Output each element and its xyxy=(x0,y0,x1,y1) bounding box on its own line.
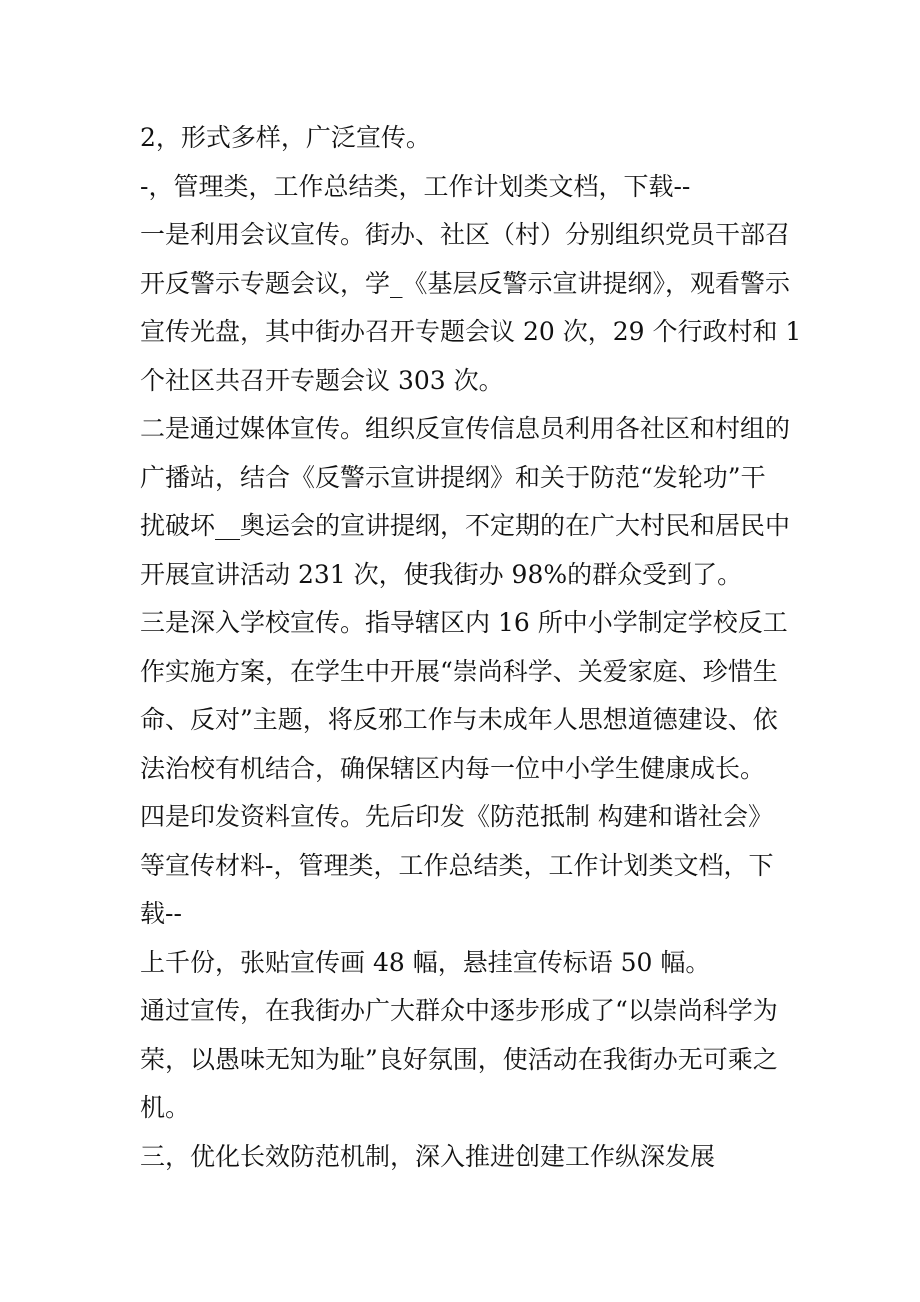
text-line: 二是通过媒体宣传。组织反宣传信息员利用各社区和村组的 xyxy=(140,414,791,443)
text-line: 宣传光盘，其中街办召开专题会议 20 次，29 个行政村和 1 xyxy=(140,317,802,346)
text-line: -，管理类，工作总结类，工作计划类文档，下载-- xyxy=(140,171,691,201)
text-line: 一是利用会议宣传。街办、社区（村）分别组织党员干部召 xyxy=(140,220,791,249)
text-line: 四是印发资料宣传。先后印发《防范抵制 构建和谐社会》 xyxy=(140,802,773,831)
text-line: 个社区共召开专题会议 303 次。 xyxy=(140,365,504,395)
text-line: 荣，以愚味无知为耻”良好氛围，使活动在我街办无可乘之 xyxy=(140,1044,778,1074)
text-line: 载-- xyxy=(140,899,182,928)
text-line: 扰破坏__奥运会的宣讲提纲，不定期的在广大村民和居民中 xyxy=(140,511,791,540)
text-line: 等宣传材料-，管理类，工作总结类，工作计划类文档，下 xyxy=(140,850,774,880)
text-line: 2，形式多样，广泛宣传。 xyxy=(140,123,431,152)
text-line: 开反警示专题会议，学_《基层反警示宣讲提纲》，观看警示 xyxy=(140,268,791,298)
document-body xyxy=(140,114,802,1181)
text-line: 三是深入学校宣传。指导辖区内 16 所中小学制定学校反工 xyxy=(140,608,788,637)
section-heading: 三，优化长效防范机制，深入推进创建工作纵深发展 xyxy=(140,1141,716,1171)
text-line: 开展宣讲活动 231 次，使我街办 98%的群众受到了。 xyxy=(140,559,743,589)
text-line: 机。 xyxy=(140,1093,191,1122)
text-line: 命、反对”主题，将反邪工作与未成年人思想道德建设、依 xyxy=(140,705,778,734)
text-line: 作实施方案，在学生中开展“崇尚科学、关爱家庭、珍惜生 xyxy=(140,656,778,686)
text-line: 上千份，张贴宣传画 48 幅，悬挂宣传标语 50 幅。 xyxy=(140,947,711,977)
text-line: 广播站，结合《反警示宣讲提纲》和关于防范“发轮功”干 xyxy=(140,462,766,492)
text-line: 通过宣传，在我街办广大群众中逐步形成了“以崇尚科学为 xyxy=(140,996,778,1025)
text-line: 法治校有机结合，确保辖区内每一位中小学生健康成长。 xyxy=(140,753,766,783)
